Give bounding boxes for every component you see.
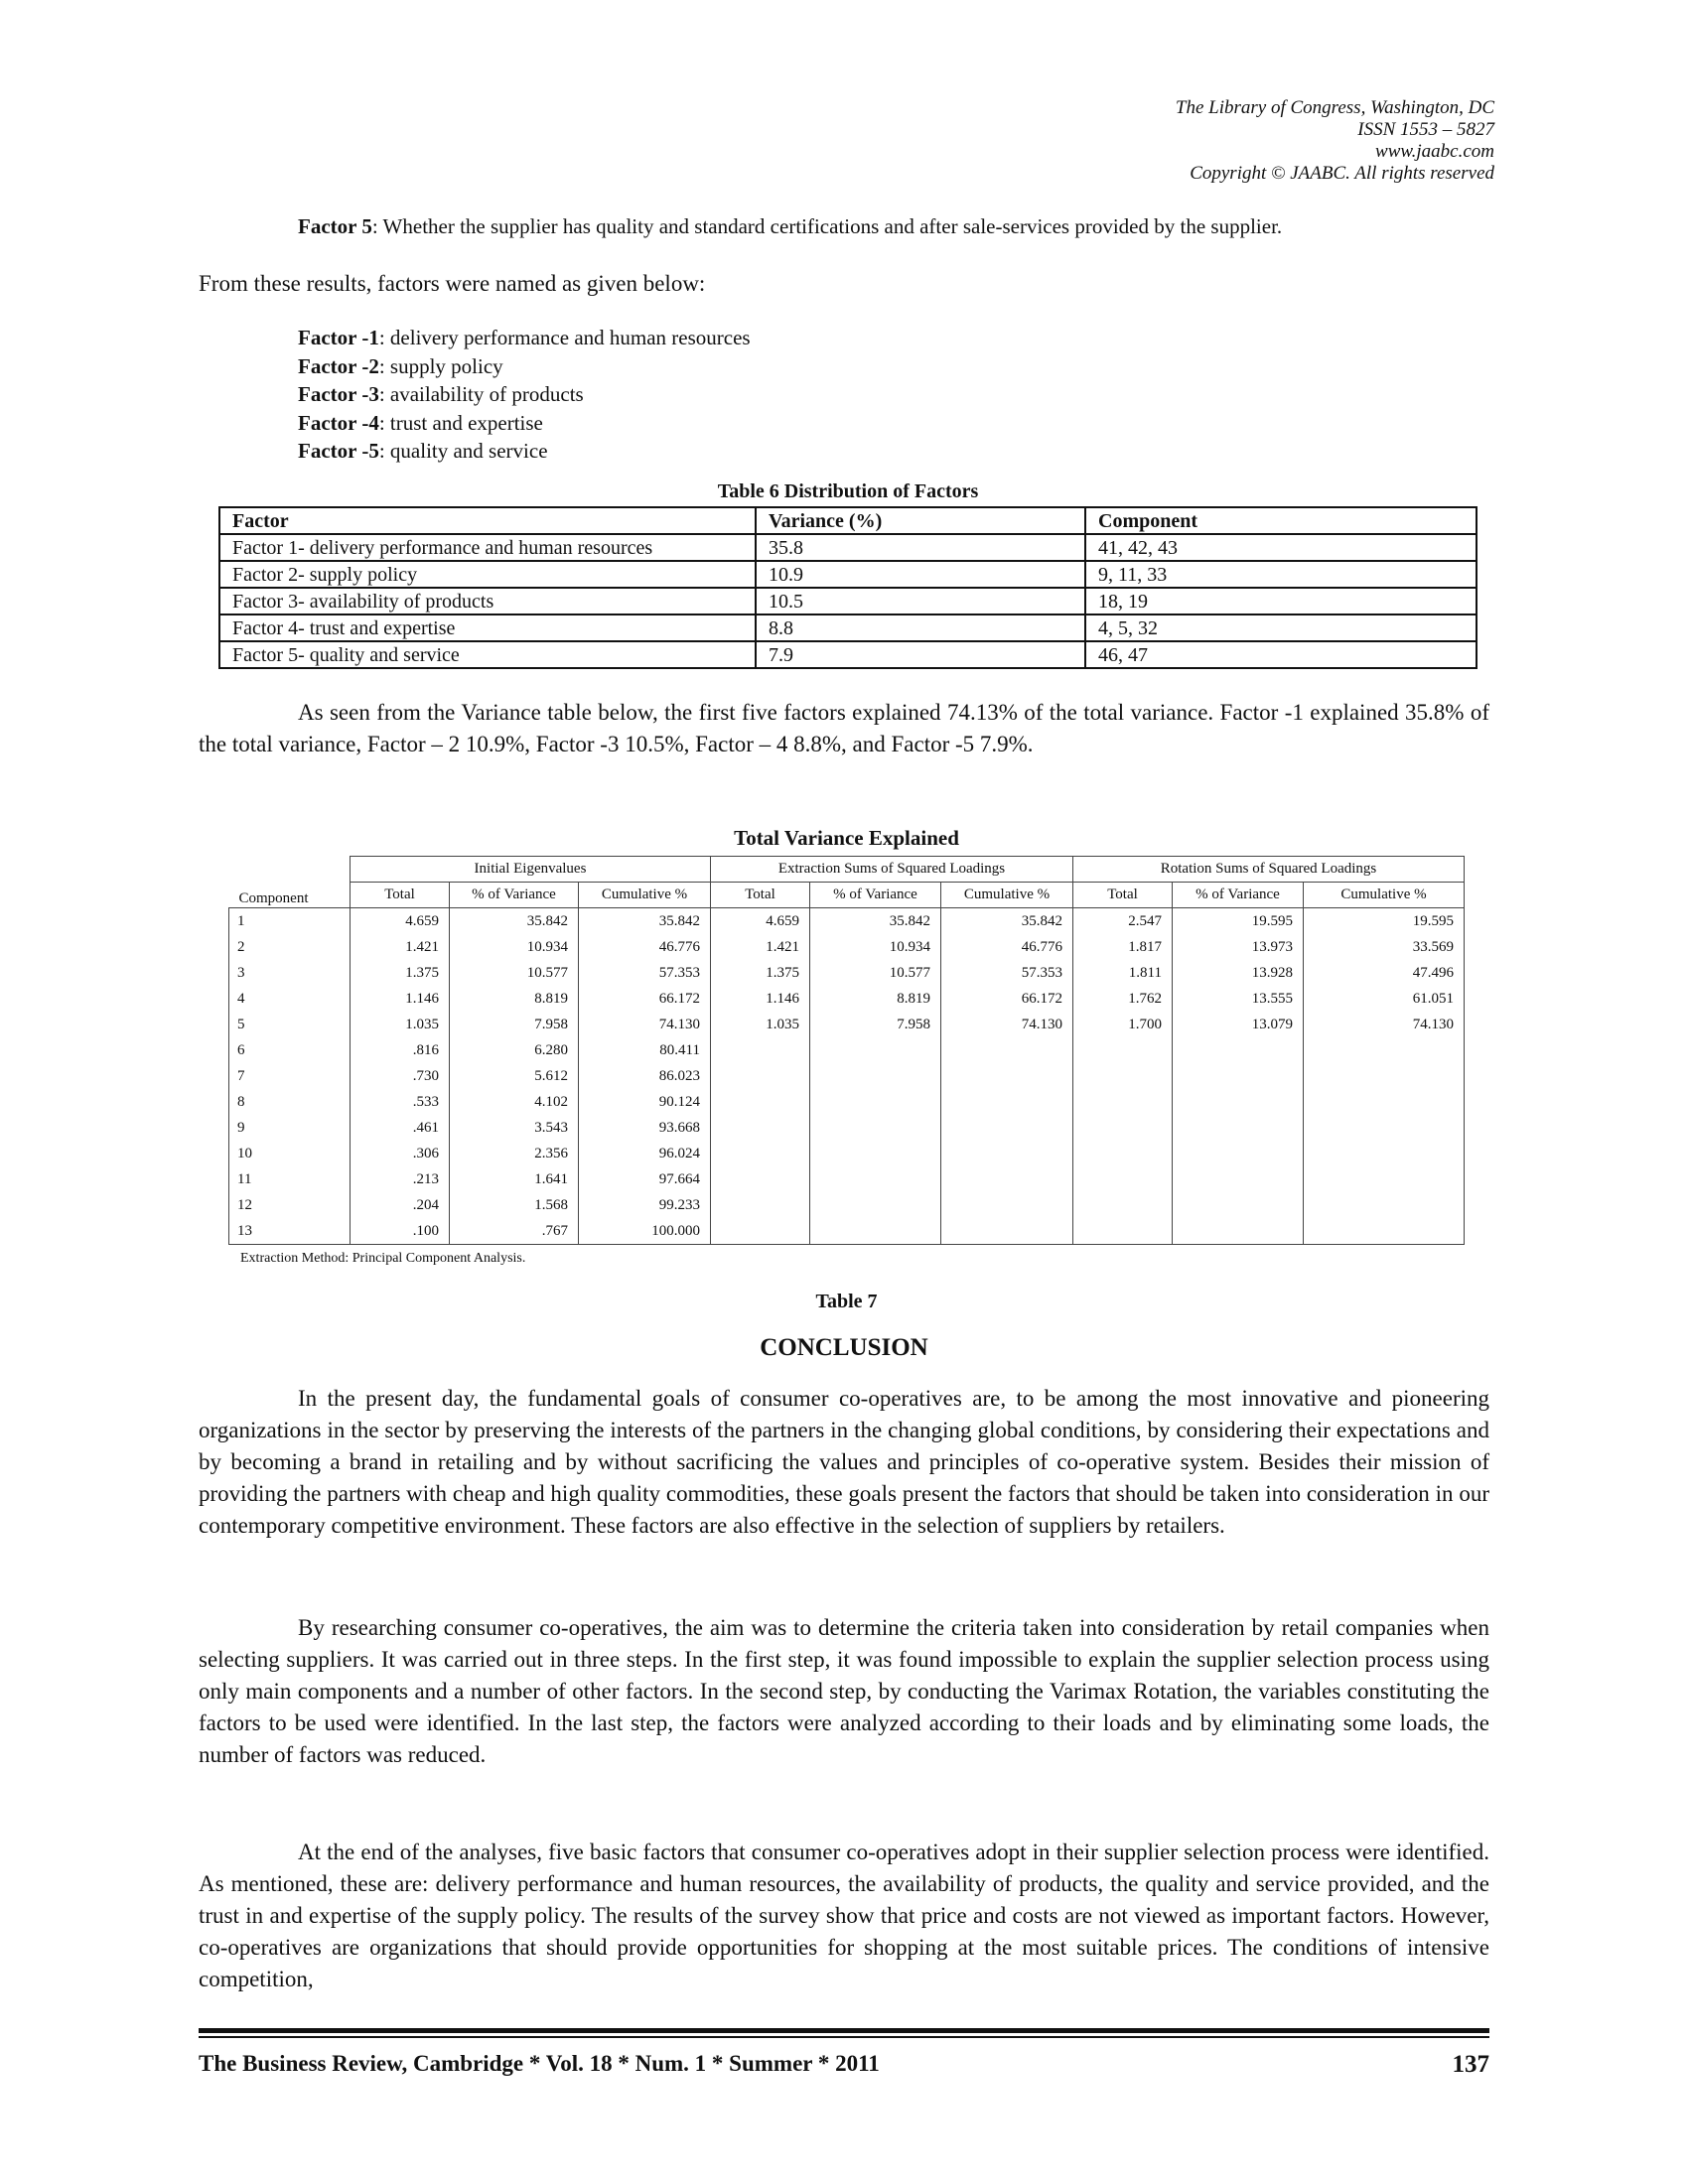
table-cell: .461 [351, 1115, 450, 1141]
table-cell [711, 1218, 810, 1245]
table-cell: 74.130 [941, 1012, 1073, 1037]
table-cell [810, 1063, 941, 1089]
row-label: 1 [229, 908, 351, 935]
table-cell [1073, 1141, 1173, 1166]
factor5-description [298, 214, 1282, 239]
table-cell [810, 1115, 941, 1141]
list-item: Factor -3: availability of products [298, 382, 584, 407]
table-cell: 1.817 [1073, 934, 1173, 960]
column-header: Component [229, 857, 351, 908]
factors-intro: From these results, factors were named as given below: [199, 271, 706, 296]
table-cell: 1.035 [711, 1012, 810, 1037]
table-cell: .767 [450, 1218, 579, 1245]
table-cell [941, 1037, 1073, 1063]
table-cell [1304, 1192, 1465, 1218]
table-cell: 66.172 [579, 986, 711, 1012]
table-cell [1173, 1063, 1304, 1089]
table-cell: 46.776 [579, 934, 711, 960]
footer-journal: The Business Review, Cambridge * Vol. 18 * Num. 1 * Summer * 2011 [199, 2051, 880, 2076]
table-cell: 1.375 [351, 960, 450, 986]
table-cell: 97.664 [579, 1166, 711, 1192]
table6-caption: Table 6 Distribution of Factors [717, 480, 979, 502]
table-cell [1073, 1037, 1173, 1063]
table7-footnote: Extraction Method: Principal Component Analysis. [240, 1251, 526, 1266]
table-cell: 74.130 [579, 1012, 711, 1037]
table-row [229, 1192, 1465, 1218]
table-cell: 4.659 [351, 908, 450, 935]
row-label: 11 [229, 1166, 351, 1192]
table-cell: 100.000 [579, 1218, 711, 1245]
row-label: 13 [229, 1218, 351, 1245]
table-cell: .204 [351, 1192, 450, 1218]
column-header: Cumulative % [941, 883, 1073, 908]
table-cell [711, 1089, 810, 1115]
table-cell [1304, 1115, 1465, 1141]
table-cell: 1.421 [711, 934, 810, 960]
table-cell: .306 [351, 1141, 450, 1166]
table-cell: 1.641 [450, 1166, 579, 1192]
table-row: Factor 1- delivery performance and human resources 35.8 41, 42, 43 [219, 534, 1477, 561]
table-row [229, 1218, 1465, 1245]
table-cell: 47.496 [1304, 960, 1465, 986]
table-cell: 4.659 [711, 908, 810, 935]
table-cell [1304, 1218, 1465, 1245]
table-cell: 13.555 [1173, 986, 1304, 1012]
table-cell: 61.051 [1304, 986, 1465, 1012]
row-label: 10 [229, 1141, 351, 1166]
table-cell: 5.612 [450, 1063, 579, 1089]
table-cell: 80.411 [579, 1037, 711, 1063]
table-cell [711, 1192, 810, 1218]
table-header-row [219, 507, 1477, 534]
row-label: 8 [229, 1089, 351, 1115]
section-heading: CONCLUSION [760, 1334, 928, 1361]
table-cell [711, 1115, 810, 1141]
table-cell [1073, 1218, 1173, 1245]
table-cell: 99.233 [579, 1192, 711, 1218]
table-cell: 1.568 [450, 1192, 579, 1218]
header-publisher: The Library of Congress, Washington, DC [1175, 97, 1494, 118]
column-header: Cumulative % [1304, 883, 1465, 908]
table-cell: 90.124 [579, 1089, 711, 1115]
table-cell: 33.569 [1304, 934, 1465, 960]
table-row [229, 1166, 1465, 1192]
table-row: Factor 4- trust and expertise 8.8 4, 5, 32 [219, 614, 1477, 641]
column-header: Total [351, 883, 450, 908]
conclusion-paragraph: By researching consumer co-operatives, the aim was to determine the criteria taken into consideration by retail companies when selecting suppliers. It was carried out in three steps. In the first step, it was found impossible to explain the supplier selection process using only main components and a number of other factors. In the second step, by conducting the Varimax Rotation, the variables constituting the factors to be used were identified. In the last step, the factors were analyzed according to their loads and by eliminating some loads, the number of factors was reduced. [199, 1615, 1489, 1767]
column-header: Total [1073, 883, 1173, 908]
table-cell [941, 1141, 1073, 1166]
table-cell: 7.958 [810, 1012, 941, 1037]
table-cell [1304, 1166, 1465, 1192]
table-row [229, 1012, 1465, 1037]
footer-rule [199, 2036, 1489, 2038]
table-row [229, 1037, 1465, 1063]
table-cell: 10.577 [450, 960, 579, 986]
table-cell [810, 1037, 941, 1063]
running-header [1176, 97, 1494, 185]
column-group-header: Extraction Sums of Squared Loadings [711, 857, 1073, 883]
table-cell: 10.934 [450, 934, 579, 960]
table-cell: 35.842 [450, 908, 579, 935]
table-cell: 57.353 [579, 960, 711, 986]
table-cell [1173, 1115, 1304, 1141]
table-cell: 10.934 [810, 934, 941, 960]
table-cell: 1.700 [1073, 1012, 1173, 1037]
table-cell: 57.353 [941, 960, 1073, 986]
table-row: Factor 3- availability of products 10.5 18, 19 [219, 588, 1477, 614]
table-cell [1304, 1141, 1465, 1166]
table-cell: .816 [351, 1037, 450, 1063]
table-row: Factor 2- supply policy 10.9 9, 11, 33 [219, 561, 1477, 588]
table-cell: 6.280 [450, 1037, 579, 1063]
table-cell: 13.079 [1173, 1012, 1304, 1037]
table-cell [1073, 1115, 1173, 1141]
table-row [229, 1115, 1465, 1141]
table-cell: 2.356 [450, 1141, 579, 1166]
table-row [229, 908, 1465, 935]
footer-rule [199, 2028, 1489, 2033]
table-cell: 1.375 [711, 960, 810, 986]
column-header: % of Variance [1173, 883, 1304, 908]
table-cell: 35.842 [810, 908, 941, 935]
header-website: www.jaabc.com [1375, 141, 1494, 162]
table-cell [810, 1141, 941, 1166]
column-header: % of Variance [450, 883, 579, 908]
table-cell [711, 1063, 810, 1089]
table-cell: 1.421 [351, 934, 450, 960]
table-cell: 13.928 [1173, 960, 1304, 986]
row-label: 4 [229, 986, 351, 1012]
table-cell [810, 1218, 941, 1245]
table-cell: 7.958 [450, 1012, 579, 1037]
table-cell: .730 [351, 1063, 450, 1089]
table-cell [810, 1192, 941, 1218]
table-cell [1073, 1166, 1173, 1192]
conclusion-paragraph: In the present day, the fundamental goals of consumer co-operatives are, to be among the most innovative and pioneering organizations in the sector by preserving the interests of the partners in the changing global conditions, by considering their expectations and by becoming a brand in retailing and by without sacrificing the values and principles of co-operative system. Besides their mission of providing the partners with cheap and high quality commodities, these goals present the factors that should be taken into consideration in our contemporary competitive environment. These factors are also effective in the selection of suppliers by retailers. [199, 1386, 1489, 1538]
factor5-label: Factor 5 [298, 214, 372, 238]
table-row: Factor 5- quality and service 7.9 46, 47 [219, 641, 1477, 668]
page-number: 137 [1452, 2051, 1489, 2078]
table-cell: 19.595 [1304, 908, 1465, 935]
table-cell [1173, 1192, 1304, 1218]
table-row [229, 1141, 1465, 1166]
table-cell [711, 1166, 810, 1192]
table-cell: 93.668 [579, 1115, 711, 1141]
table-cell [1073, 1063, 1173, 1089]
table-cell [941, 1218, 1073, 1245]
column-header: % of Variance [810, 883, 941, 908]
table-header-row [229, 883, 1465, 908]
table-cell [1304, 1063, 1465, 1089]
table-cell [1304, 1037, 1465, 1063]
table-group-header-row [229, 857, 1465, 883]
column-group-header: Rotation Sums of Squared Loadings [1073, 857, 1465, 883]
row-label: 3 [229, 960, 351, 986]
table-cell [1173, 1166, 1304, 1192]
table-cell: 19.595 [1173, 908, 1304, 935]
table-row [229, 986, 1465, 1012]
table-cell: 1.035 [351, 1012, 450, 1037]
table7-caption: Table 7 [815, 1291, 878, 1312]
table-cell [941, 1166, 1073, 1192]
variance-paragraph: As seen from the Variance table below, the first five factors explained 74.13% of the total variance. Factor -1 explained 35.8% of the total variance, Factor – 2 10.9%, Factor -3 10.5%, Factor – 4 8.8%, and Factor -5 7.9%. [199, 700, 1489, 756]
table-cell: 1.762 [1073, 986, 1173, 1012]
factor-list [298, 324, 751, 466]
table-cell [810, 1089, 941, 1115]
table-cell [1173, 1089, 1304, 1115]
table-cell [1304, 1089, 1465, 1115]
table-cell: 13.973 [1173, 934, 1304, 960]
column-header: Factor [219, 507, 756, 534]
list-item: Factor -1: delivery performance and human resources [298, 326, 751, 349]
column-header: Component [1085, 507, 1477, 534]
header-copyright: Copyright © JAABC. All rights reserved [1190, 163, 1494, 184]
table-cell [1173, 1218, 1304, 1245]
table-cell [711, 1141, 810, 1166]
table-cell: 3.543 [450, 1115, 579, 1141]
table-cell [941, 1089, 1073, 1115]
row-label: 6 [229, 1037, 351, 1063]
column-header: Variance (%) [756, 507, 1085, 534]
row-label: 2 [229, 934, 351, 960]
table-cell [941, 1063, 1073, 1089]
table-cell: 35.842 [579, 908, 711, 935]
table-cell: 1.146 [351, 986, 450, 1012]
table-cell [711, 1037, 810, 1063]
table-cell: 8.819 [810, 986, 941, 1012]
list-item: Factor -5: quality and service [298, 439, 548, 464]
table-cell: 2.547 [1073, 908, 1173, 935]
table-cell [1073, 1192, 1173, 1218]
table7-title: Total Variance Explained [734, 826, 959, 850]
table-cell: 8.819 [450, 986, 579, 1012]
table-cell: 46.776 [941, 934, 1073, 960]
table-cell [941, 1192, 1073, 1218]
column-header: Total [711, 883, 810, 908]
row-label: 9 [229, 1115, 351, 1141]
table-cell: 4.102 [450, 1089, 579, 1115]
table-cell: 1.811 [1073, 960, 1173, 986]
table-row [229, 934, 1465, 960]
table-cell: 35.842 [941, 908, 1073, 935]
table-cell: .100 [351, 1218, 450, 1245]
table6-distribution-of-factors [218, 506, 1477, 669]
table7-total-variance-explained [228, 856, 1465, 1245]
table-cell: .213 [351, 1166, 450, 1192]
table-cell [1173, 1037, 1304, 1063]
row-label: 5 [229, 1012, 351, 1037]
list-item: Factor -2: supply policy [298, 353, 503, 378]
column-group-header: Initial Eigenvalues [351, 857, 711, 883]
factor5-text: : Whether the supplier has quality and standard certifications and after sale-services provided by the supplier. [371, 214, 1283, 238]
table-cell: 86.023 [579, 1063, 711, 1089]
table-cell: 66.172 [941, 986, 1073, 1012]
table-cell: 96.024 [579, 1141, 711, 1166]
table-cell [941, 1115, 1073, 1141]
row-label: 12 [229, 1192, 351, 1218]
table-cell [1073, 1089, 1173, 1115]
table-row [229, 960, 1465, 986]
row-label: 7 [229, 1063, 351, 1089]
conclusion-paragraph: At the end of the analyses, five basic factors that consumer co-operatives adopt in their supplier selection process were identified. As mentioned, these are: delivery performance and human resources, the availability of products, the quality and service provided, and the trust in and expertise of the supply policy. The results of the survey show that price and costs are not viewed as important factors. However, co-operatives are organizations that should provide opportunities for shopping at the most suitable prices. The conditions of intensive competition, [199, 1840, 1489, 1991]
column-header: Cumulative % [579, 883, 711, 908]
list-item: Factor -4: trust and expertise [298, 410, 543, 435]
header-issn: ISSN 1553 – 5827 [1357, 119, 1494, 140]
table-cell: 10.577 [810, 960, 941, 986]
table-row [229, 1063, 1465, 1089]
table-cell [810, 1166, 941, 1192]
table-cell: 1.146 [711, 986, 810, 1012]
table-row [229, 1089, 1465, 1115]
table-cell [1173, 1141, 1304, 1166]
table-cell: 74.130 [1304, 1012, 1465, 1037]
table-cell: .533 [351, 1089, 450, 1115]
